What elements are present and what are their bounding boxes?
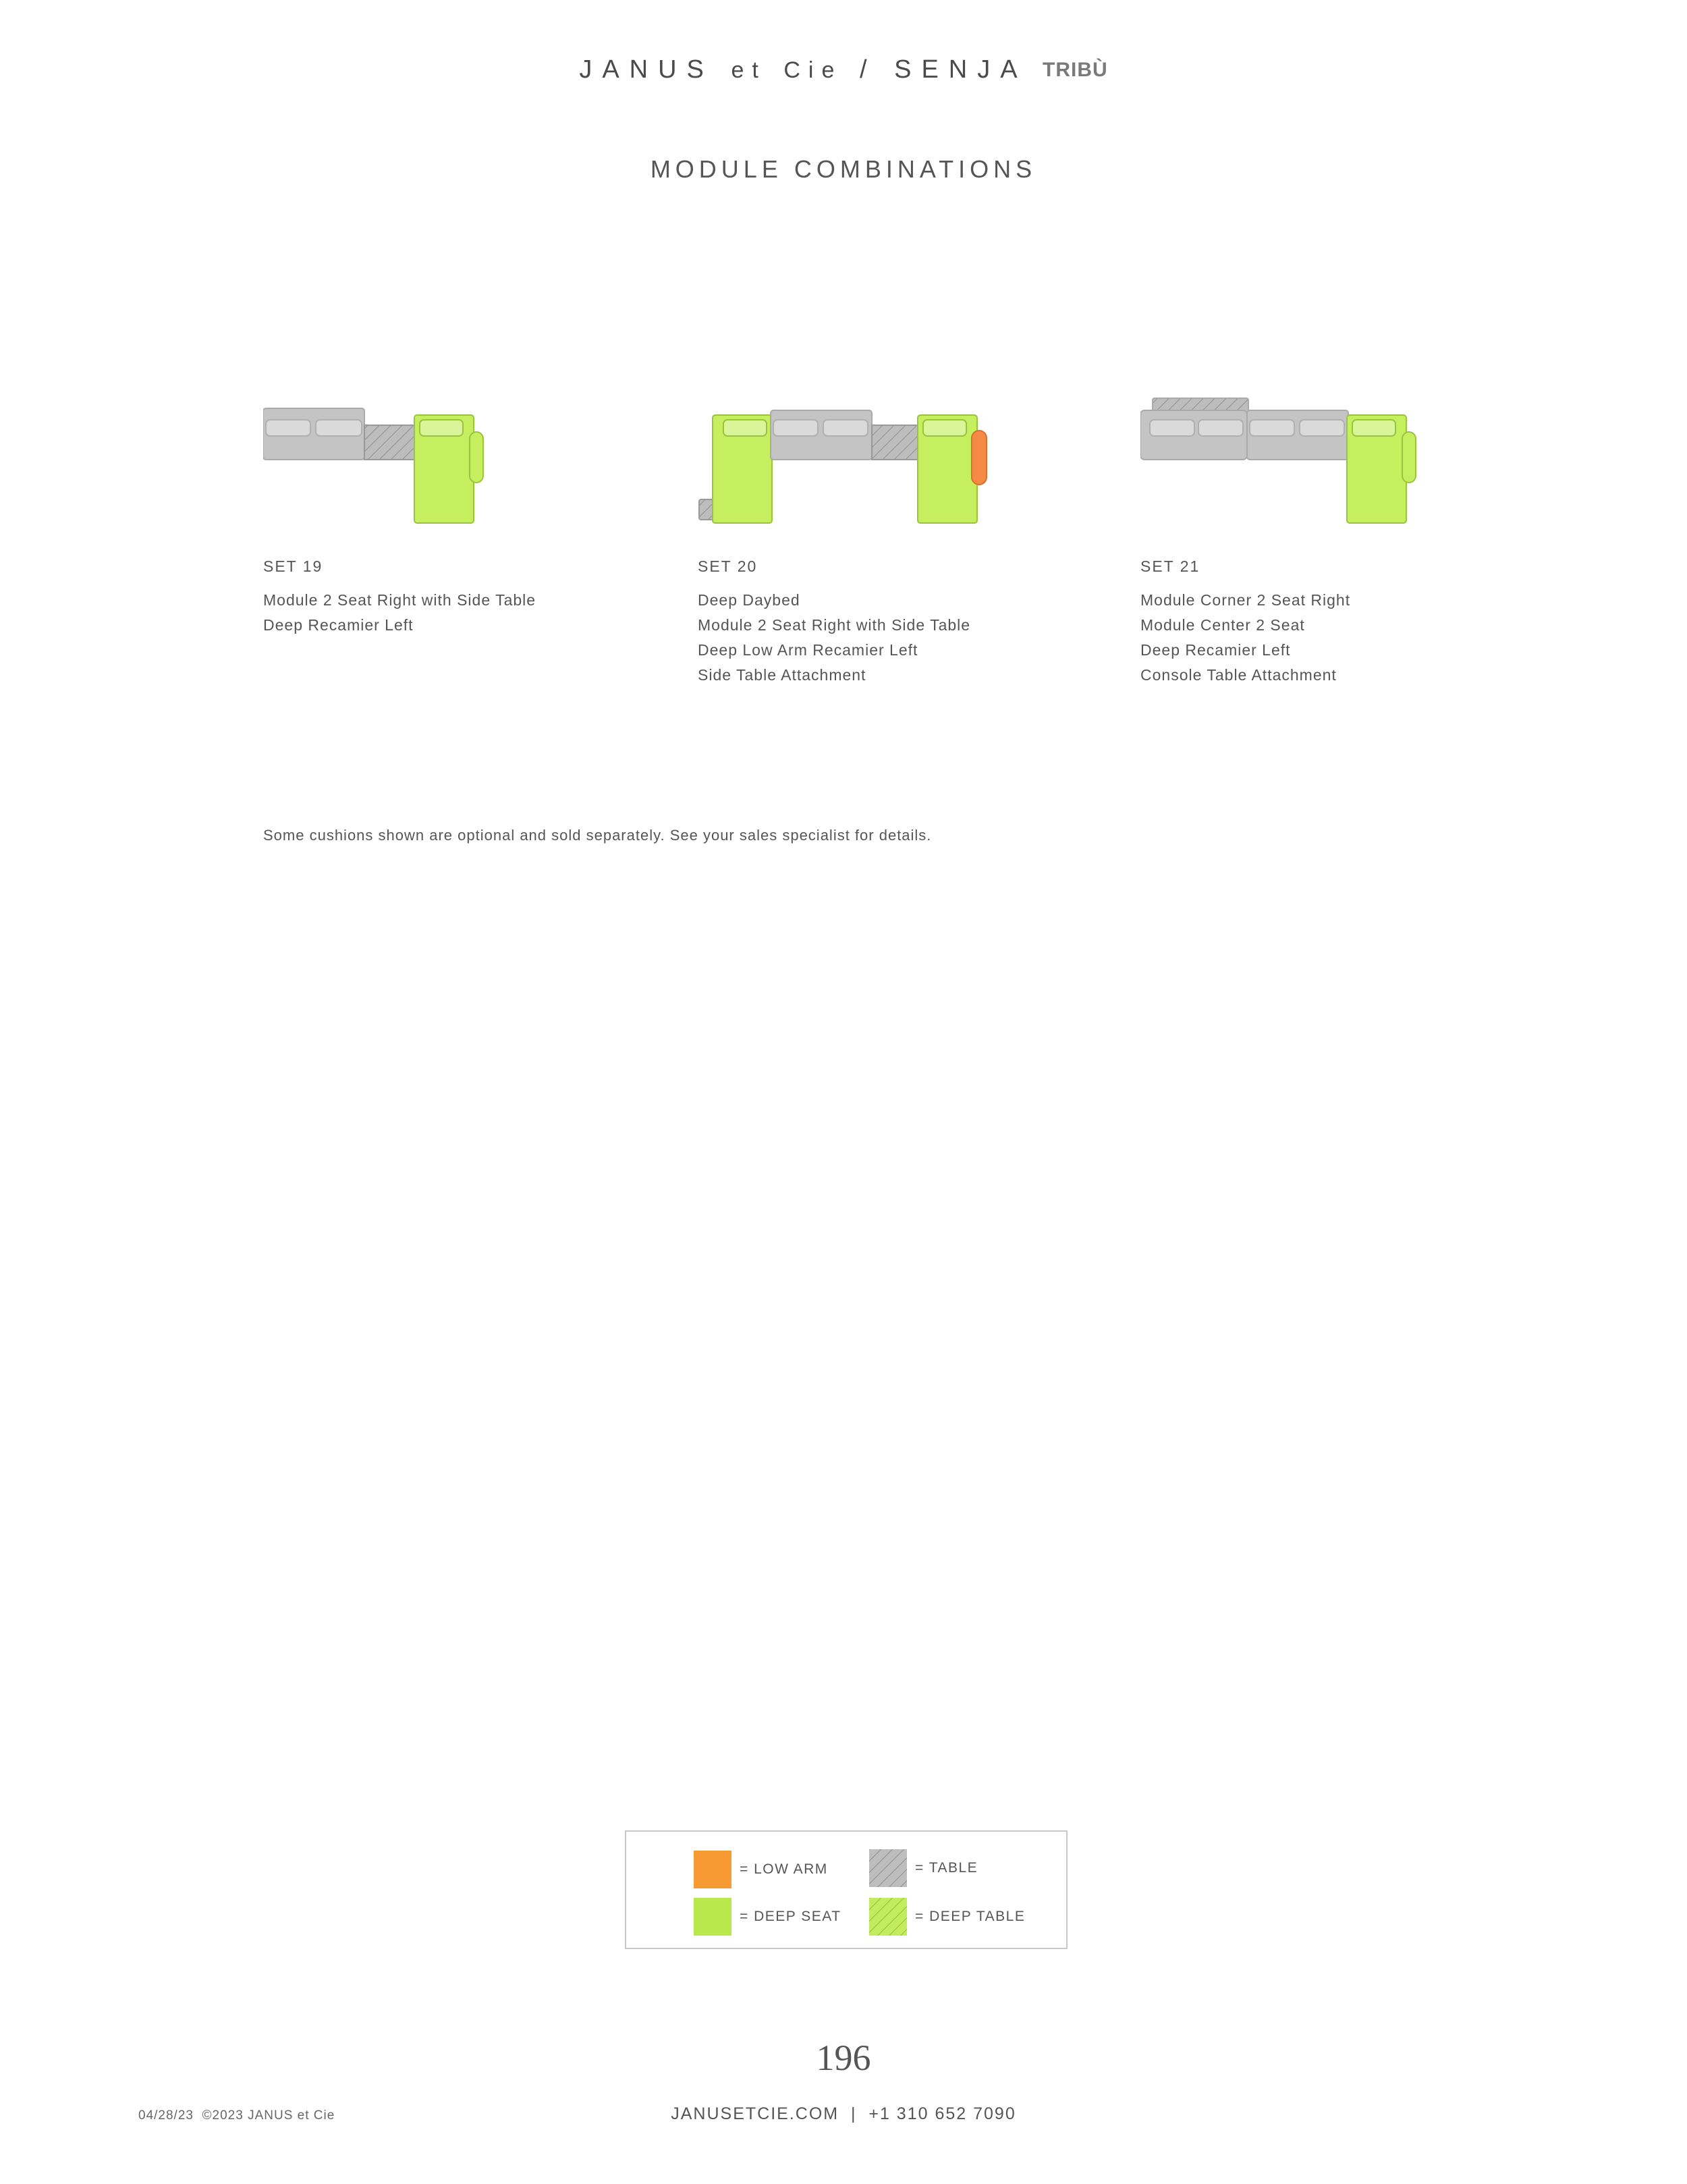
set-items [1140,588,1613,688]
cushion-note: Some cushions shown are optional and sold separately. See your sales specialist for details. [263,827,932,844]
product-name: SENJA [894,55,1028,84]
set-item: Side Table Attachment [698,666,866,684]
set-item: Module Center 2 Seat [1140,616,1305,634]
set-19 [263,358,736,638]
legend-low-arm [694,1851,828,1888]
revision-date: 04/28/23 [138,2108,194,2123]
legend-label: = DEEP TABLE [915,1909,1026,1924]
brand-name: JANUS [579,55,714,84]
tribu-logo: TRIBÙ [1043,58,1108,81]
set-item: Deep Recamier Left [1140,641,1291,659]
side-table [872,425,924,460]
footer-contact: JANUSETCIE.COM | +1 310 652 7090 [671,2104,1016,2123]
low-arm-swatch [694,1851,731,1888]
color-legend [625,1830,1068,1949]
deep-recamier [1347,415,1416,523]
brand-separator: / [859,55,877,84]
set-items [698,588,1170,688]
copyright: ©2023 JANUS et Cie [202,2108,335,2123]
set-items [263,588,736,638]
deep-low-arm-recamier [918,415,987,523]
legend-label: = LOW ARM [740,1861,828,1877]
module-corner-2-seat [1140,410,1247,460]
brand-cie: Cie [783,57,843,83]
legend-label: = TABLE [915,1860,978,1876]
set-label: SET 19 [263,557,323,575]
set-label: SET 21 [1140,557,1200,575]
side-table [364,425,417,460]
page-header [0,55,1687,96]
set-item: Module 2 Seat Right with Side Table [263,591,536,609]
set-label: SET 20 [698,557,758,575]
deep-recamier [414,415,483,523]
legend-deep-seat [694,1898,841,1936]
legend-label: = DEEP SEAT [740,1909,841,1924]
deep-table-swatch [869,1898,907,1936]
set-item: Deep Daybed [698,591,800,609]
set-item: Deep Low Arm Recamier Left [698,641,918,659]
set-21 [1140,358,1613,688]
set-item: Console Table Attachment [1140,666,1337,684]
deep-daybed [713,415,772,523]
legend-deep-table [869,1898,1025,1936]
brand-wordmark [579,55,1027,84]
set-21-diagram [1140,358,1424,533]
table-swatch [869,1849,907,1887]
set-item: Module Corner 2 Seat Right [1140,591,1351,609]
set-20-diagram [698,358,1008,533]
brand-et: et [731,57,767,83]
module-2-seat [771,410,872,460]
low-arm [972,431,987,485]
legend-table [869,1849,978,1887]
deep-seat-swatch [694,1898,731,1936]
set-19-diagram [263,358,520,533]
module-center-2-seat [1247,410,1348,460]
set-item: Module 2 Seat Right with Side Table [698,616,971,634]
page-number: 196 [816,2038,871,2078]
set-20 [698,358,1170,688]
module-2-seat [263,408,364,460]
set-item: Deep Recamier Left [263,616,414,634]
page-title: MODULE COMBINATIONS [650,155,1037,183]
